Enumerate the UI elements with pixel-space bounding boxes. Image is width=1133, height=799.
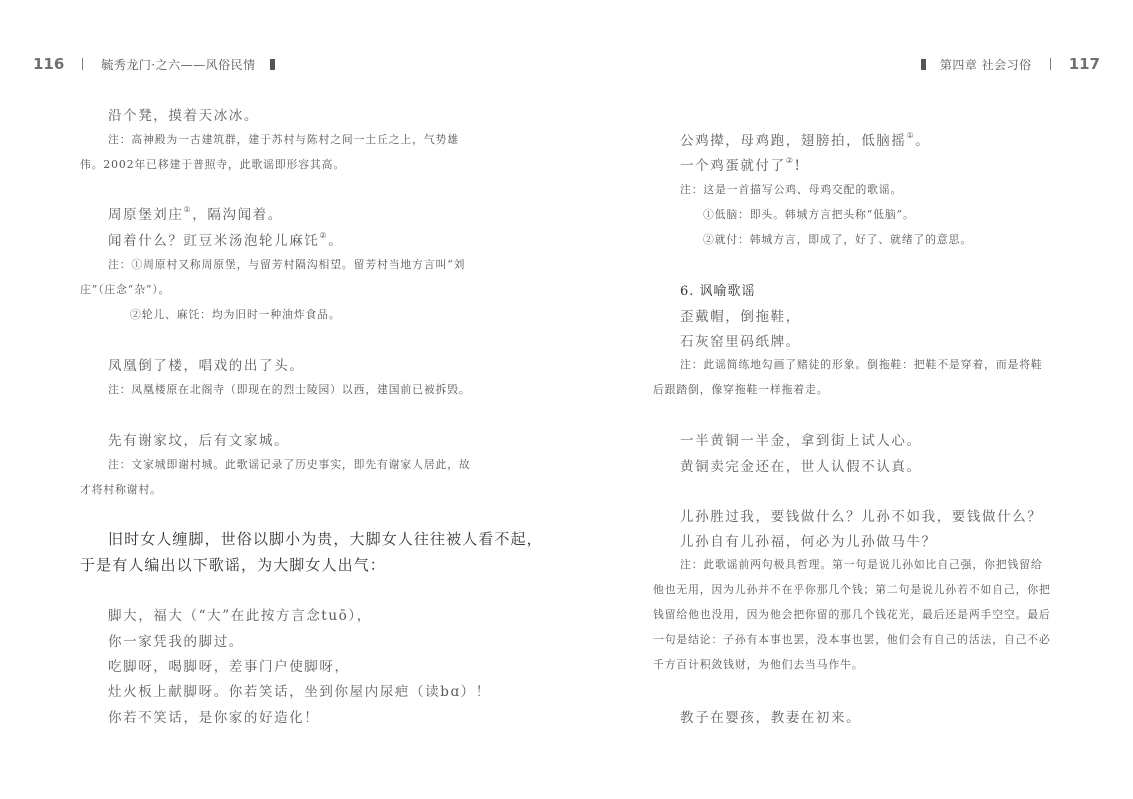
note-line: 钱留给他也没用，因为他会把你留的那几个钱花光，最后还是两手空空。最后 [653,608,1051,621]
note-line: 注：此谣简练地勾画了赌徒的形象。倒拖鞋：把鞋不是穿着，而是将鞋 [680,358,1043,371]
header-marker [921,59,926,70]
note-line: 注：凤凰楼原在北阁寺（即现在的烈士陵园）以西，建国前已被拆毁。 [108,383,471,396]
footnote-marker: ① [183,205,193,214]
verse-line: 黄铜卖完金还在，世人认假不认真。 [680,459,922,475]
page-number: 116 [33,55,65,73]
verse-line: 凤凰倒了楼，唱戏的出了头。 [108,358,305,374]
page-number: 117 [1068,55,1100,73]
note-line: 注：①周原村又称周原堡，与留芳村隔沟相望。留芳村当地方言叫“刘 [108,258,466,271]
header-marker [270,59,275,70]
note-line: 注：文家城即谢村城。此歌谣记录了历史事实，即先有谢家人居此，故 [108,458,471,471]
body-line: 旧时女人缠脚，世俗以脚小为贵，大脚女人往往被人看不起， [108,530,543,548]
verse-line: 儿孙胜过我，要钱做什么？儿孙不如我，要钱做什么？ [680,509,1043,525]
verse-line: 石灰窑里码纸牌。 [680,334,801,350]
note-line: 注：此歌谣前两句极具哲理。第一句是说儿孙如比自己强，你把钱留给 [680,558,1043,571]
verse-line: 公鸡撵，母鸡跑，翅膀拍，低脑摇①。 [680,131,931,149]
note-line: 后跟踏倒，像穿拖鞋一样拖着走。 [653,383,829,396]
note-line: 千方百计积敛钱财，为他们去当马作牛。 [653,658,864,671]
footnote-marker: ① [906,131,916,140]
footnote-marker: ② [319,231,329,240]
note-line: ①低脑：即头。韩城方言把头称“低脑”。 [703,208,915,221]
left-page-header [33,52,275,76]
running-title: 第四章 社会习俗 [939,57,1032,72]
verse-line: 脚大，福大（“大”在此按方言念tuō）， [108,608,372,624]
note-line: ②就付：韩城方言，即成了，好了、就绪了的意思。 [703,233,973,246]
verse-line: 一半黄铜一半金，拿到街上试人心。 [680,433,922,449]
note-line: ②轮儿、麻饦：均为旧时一种油炸食品。 [130,308,341,321]
footnote-marker: ② [785,156,795,165]
verse-line: 一个鸡蛋就付了②! [680,156,802,174]
verse-line: 歪戴帽，倒拖鞋， [680,309,801,325]
note-line: 庄”（庄念“杂”）。 [80,283,171,296]
note-line: 注：高神殿为一古建筑群，建于苏村与陈村之间一土丘之上，气势雄 [108,133,459,146]
verse-line: 吃脚呀，喝脚呀，差事门户使脚呀， [108,659,350,675]
verse-line: 周原堡刘庄①，隔沟闻着。 [108,205,283,223]
running-title: 毓秀龙门·之六——风俗民情 [101,57,256,72]
note-line: 一句是结论：子孙有本事也罢，没本事也罢，他们会有自己的活法，自己不必 [653,633,1051,646]
note-line: 伟。2002年已移建于普照寺，此歌谣即形容其高。 [80,158,346,171]
body-line: 于是有人编出以下歌谣，为大脚女人出气： [80,556,386,574]
note-line: 才将村称谢村。 [80,483,162,496]
verse-line: 儿孙自有儿孙福，何必为儿孙做马牛？ [680,534,937,550]
header-divider [1050,58,1051,70]
right-page-header [921,52,1100,76]
verse-line: 灶火板上献脚呀。你若笑话，坐到你屋内尿疤（读bɑ）！ [108,684,491,700]
verse-line: 教子在婴孩，教妻在初来。 [680,710,862,726]
note-line: 他也无用，因为儿孙并不在乎你那几个钱；第二句是说儿孙若不如自己，你把 [653,583,1051,596]
verse-line: 你若不笑话，是你家的好造化！ [108,710,320,726]
header-divider [82,58,83,70]
section-heading: 6. 讽喻歌谣 [680,284,756,299]
verse-line: 先有谢家坟，后有文家城。 [108,433,290,449]
verse-line: 你一家凭我的脚过。 [108,634,244,650]
note-line: 注：这是一首描写公鸡、母鸡交配的歌谣。 [680,183,903,196]
verse-line: 沿个凳，摸着天冰冰。 [108,108,259,124]
verse-line: 闻着什么？豇豆米汤泡轮儿麻饦②。 [108,231,344,249]
